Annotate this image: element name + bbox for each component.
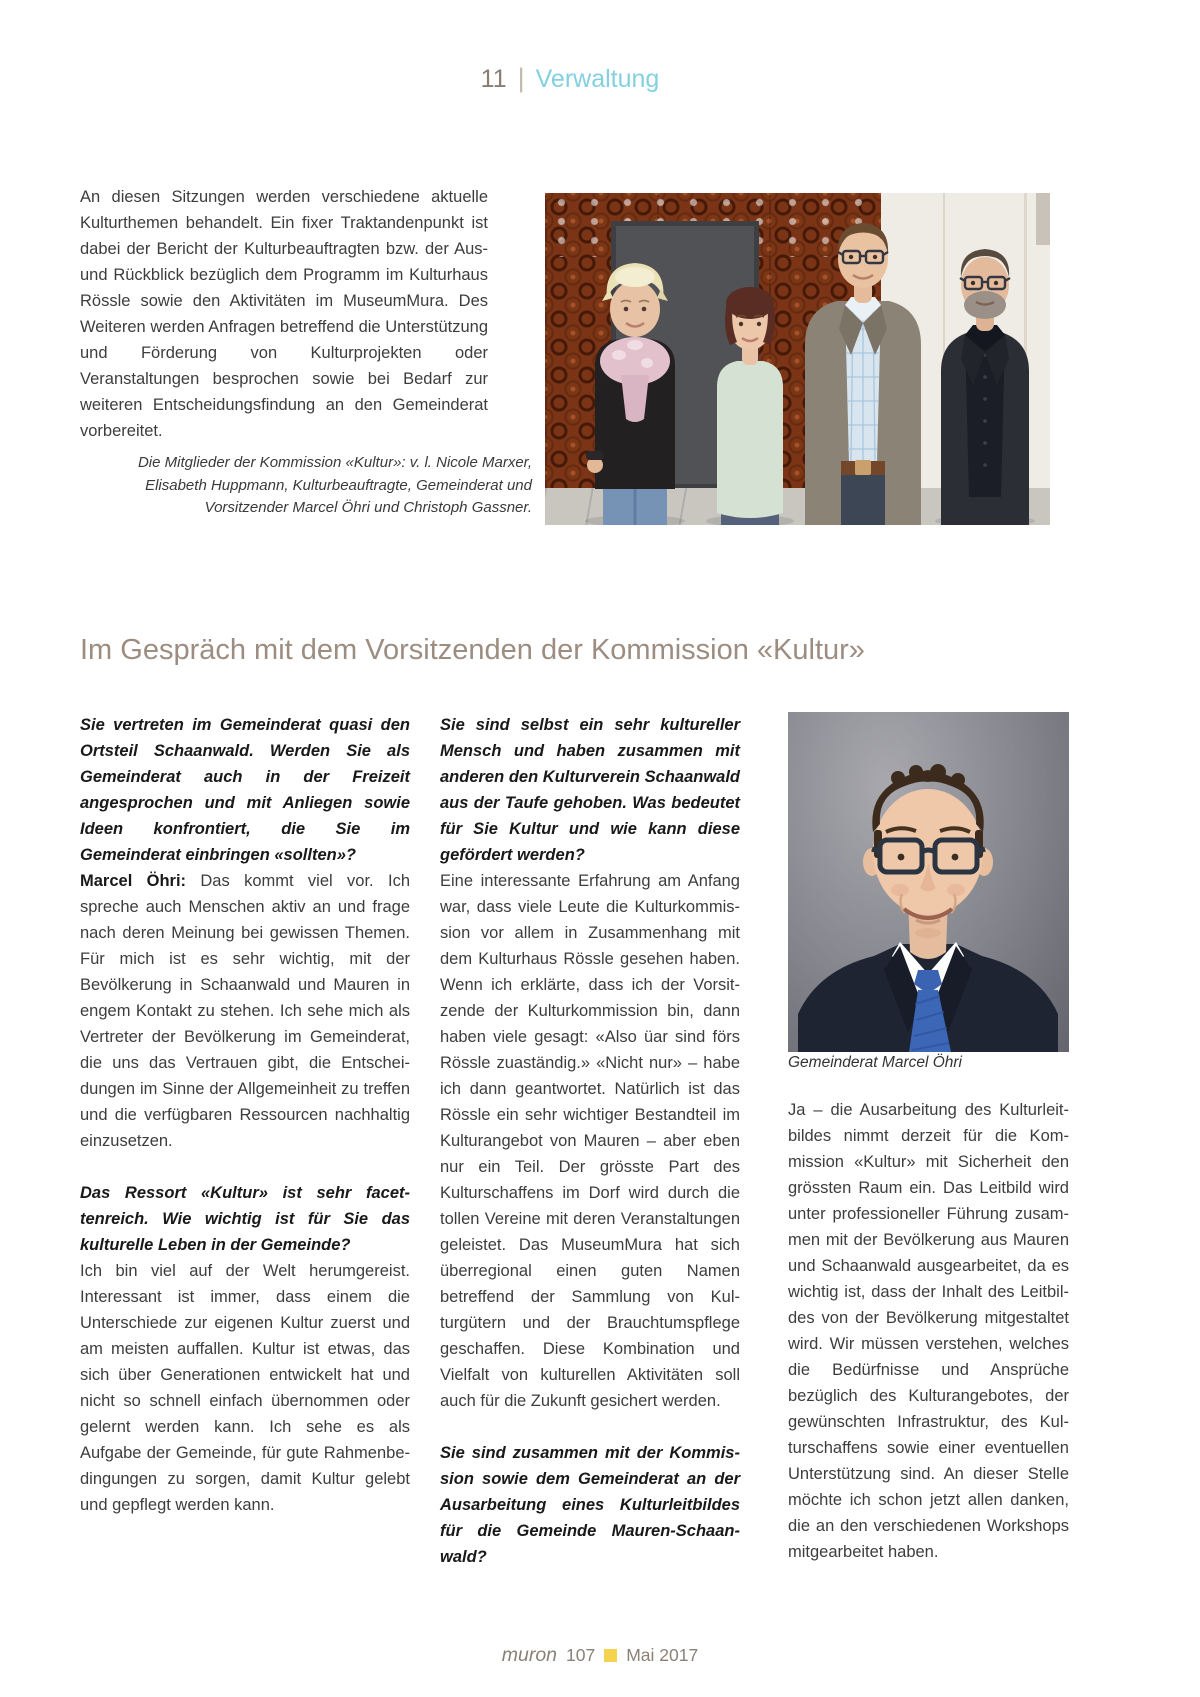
- person-marcel-oehri-group: [805, 223, 921, 525]
- person-elisabeth-huppmann: [717, 287, 783, 525]
- person-christoph-gassner: [941, 249, 1029, 525]
- question-4: Sie sind zusammen mit der Kommission sowie dem Gemeinderat an der Ausarbeitung eines Kulturleitbildes für die Gemeinde Mauren-Schaanwald?: [440, 1444, 740, 1566]
- portrait-head: [863, 764, 993, 959]
- group-of-four-people: [545, 193, 1050, 525]
- answer-1-speaker: Marcel Öhri:: [80, 872, 187, 890]
- question-1: Sie vertreten im Gemeinderat quasi den Ortsteil Schaanwald. Werden Sie als Gemeinderat auch in der Freizeit angesprochen und mit Anliegen sowie Ideen konfrontiert, die Sie im Gemeinderat einbringen «sollten»?: [80, 716, 410, 864]
- group-photo-figure: [545, 193, 1050, 525]
- intro-paragraph: An diesen Sitzungen werden verschiedene aktuelle Kulturthemen behandelt. Ein fixer Traktandenpunkt ist dabei der Bericht der Kulturbeauftragten bzw. der Aus- und Rückblick bezüglich dem Programm im Kulturhaus Rössle sowie den Aktivitäten im MuseumMura. Des Weiteren werden Anfragen betreffend die Unterstützung und Förderung von Kulturprojekten oder Veranstaltungen besprochen sowie bei Bedarf zur weiteren Entscheidungsfindung an den Gemeinderat vorbereitet.: [80, 188, 488, 440]
- answer-1: [80, 868, 410, 1154]
- person-nicole-marxer: [586, 263, 675, 525]
- interview-columns: [80, 712, 1070, 1570]
- footer-date: Mai 2017: [626, 1645, 699, 1665]
- interview-column-1: [80, 712, 410, 1570]
- answer-4: Ja – die Ausarbeitung des Kulturleitbildes nimmt derzeit für die Kommission «Kultur» mit Sicherheit den grössten Raum ein. Das Leitbild wird unter professioneller Führung zusammen mit der Bevölkerung aus Mauren und Schaanwald ausgearbeitet, da es wichtig ist, dass der Inhalt des Leitbildes von der Bevölkerung mitgestaltet wird. Wir müssen verstehen, welches die Bedürfnisse und Ansprüche bezüglich des Kulturangebotes, der gewünschten Infrastruktur, des Kulturschaffens sowie einer eventuellen Unterstützung sind. An dieser Stelle möchte ich schon jetzt allen danken, die an den verschiedenen Workshops mitgearbeitet haben.: [788, 1101, 1069, 1561]
- group-photo-caption: Die Mitglieder der Kommission «Kultur»: v. l. Nicole Marxer, Elisabeth Huppmann, Kulturbeauftragte, Gemeinderat und Vorsitzender Marcel Öhri und Christoph Gassner.: [137, 454, 532, 516]
- interview-title: Im Gespräch mit dem Vorsitzenden der Kommission «Kultur»: [80, 634, 865, 666]
- section-name: Verwaltung: [535, 65, 660, 93]
- intro-block: [80, 184, 488, 444]
- answer-2: Ich bin viel auf der Welt herumgereist. Interessant ist immer, dass einem die Unterschiede zur eigenen Kultur zuerst und am meisten auffallen. Kultur ist etwas, das sich über Generationen entwickelt hat und nicht so schnell einfach übernommen oder gelernt werden kann. Ich sehe es als Aufgabe der Gemeinde, für gute Rahmenbedingungen zu sorgen, damit Kultur gelebt und gepflegt werden kann.: [80, 1262, 410, 1514]
- header-divider: |: [517, 63, 525, 93]
- interview-column-3: [788, 712, 1069, 1570]
- footer-separator-square-icon: [604, 1649, 617, 1662]
- question-2: Das Ressort «Kultur» ist sehr facettenreich. Wie wichtig ist für Sie das kulturelle Leben in der Gemeinde?: [80, 1184, 410, 1254]
- interview-column-2: [440, 712, 740, 1570]
- page-number: 11: [480, 65, 507, 93]
- issue-number: 107: [566, 1645, 596, 1665]
- answer-3: Eine interessante Erfahrung am Anfang war, dass viele Leute die Kulturkommission vor allem in Zusammenhang mit dem Kulturhaus Rössle gesehen haben. Wenn ich erklärte, dass ich der Vorsitzende der Kulturkommission bin, dann haben viele gesagt: «Also üar sind förs Rössle zuaständig.» «Nicht nur» – habe ich dann geantwortet. Natürlich ist das Rössle ein sehr wichtiger Bestandteil im Kulturangebot von Mauren – aber eben nur ein Teil. Der grösste Part des Kulturschaffens im Dorf wird durch die tollen Vereine mit deren Veranstaltungen geleistet. Das MuseumMura hat sich überregional einen guten Namen betreffend der Sammlung von Kulturgütern und der Brauchtumspflege geschaffen. Diese Kombination und Vielfalt von kulturellen Aktivitäten soll auch für die Zukunft gesichert werden.: [440, 872, 740, 1410]
- portrait-marcel-oehri: [788, 712, 1069, 1052]
- portrait-photo-figure: [788, 712, 1069, 1052]
- question-3: Sie sind selbst ein sehr kultureller Mensch und haben zusammen mit anderen den Kulturverein Schaanwald aus der Taufe gehoben. Was bedeutet für Sie Kultur und wie kann diese gefördert werden?: [440, 716, 740, 864]
- magazine-name: muron: [501, 1644, 558, 1666]
- answer-1-text: Das kommt viel vor. Ich spreche auch Menschen aktiv an und frage nach deren Meinung bei gewissen Themen. Für mich ist es sehr wichtig, mit der Bevölkerung in Schaanwald und Mauren in engem Kontakt zu stehen. Ich sehe mich als Vertreter der Bevölkerung im Gemeinderat, die uns das Vertrauen gibt, die Entscheidungen im Sinne der Allgemeinheit zu treffen und die verfügbaren Ressourcen nachhaltig einzusetzen.: [80, 872, 410, 1150]
- portrait-caption: Gemeinderat Marcel Öhri: [788, 1054, 963, 1071]
- page-header: [481, 64, 660, 95]
- page-footer: [0, 1644, 1200, 1667]
